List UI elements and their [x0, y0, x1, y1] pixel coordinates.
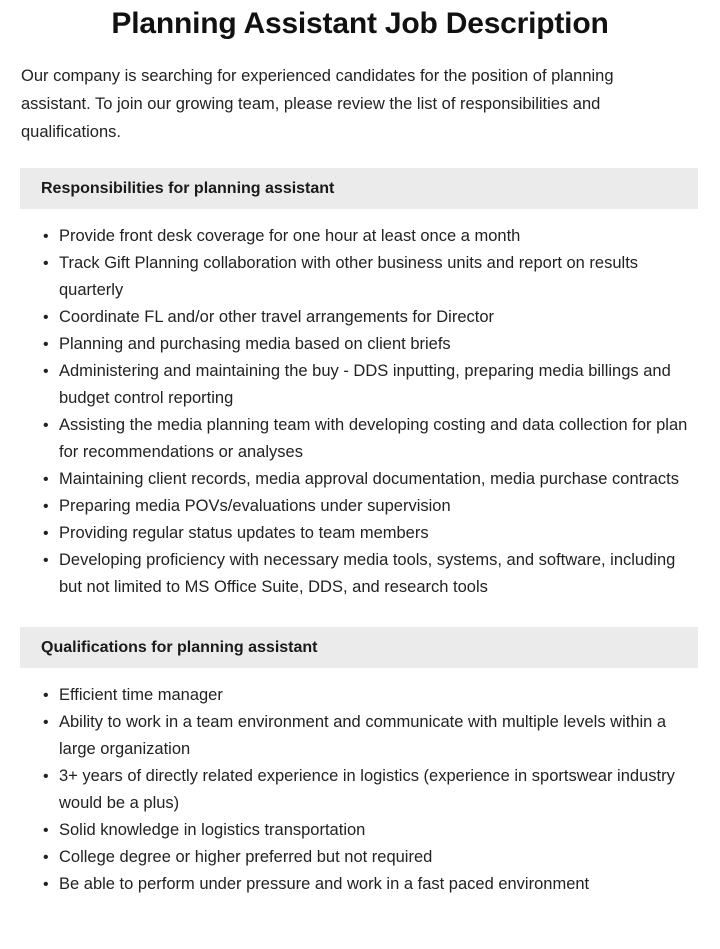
list-item: • Efficient time manager [43, 682, 696, 709]
list-item: • Assisting the media planning team with developing costing and data collection for plan for recommendations or analyses [43, 412, 696, 466]
list-item: • Be able to perform under pressure and work in a fast paced environment [43, 871, 696, 898]
qualifications-list [0, 668, 720, 898]
list-item: • Planning and purchasing media based on client briefs [43, 331, 696, 358]
list-item: • Preparing media POVs/evaluations under supervision [43, 493, 696, 520]
page-title: Planning Assistant Job Description [111, 7, 609, 40]
responsibilities-section-heading: Responsibilities for planning assistant [20, 168, 698, 209]
list-item: • Developing proficiency with necessary media tools, systems, and software, including but not limited to MS Office Suite, DDS, and research tools [43, 547, 696, 601]
list-item: • Coordinate FL and/or other travel arrangements for Director [43, 304, 696, 331]
qualifications-section [0, 627, 720, 898]
list-item: • Track Gift Planning collaboration with other business units and report on results quarterly [43, 250, 696, 304]
list-item: • Maintaining client records, media approval documentation, media purchase contracts [43, 466, 696, 493]
list-item: • Provide front desk coverage for one hour at least once a month [43, 223, 696, 250]
list-item: • Providing regular status updates to team members [43, 520, 696, 547]
qualifications-section-heading: Qualifications for planning assistant [20, 627, 698, 668]
list-item: • Administering and maintaining the buy - DDS inputting, preparing media billings and budget control reporting [43, 358, 696, 412]
intro-paragraph: Our company is searching for experienced candidates for the position of planning assistant. To join our growing team, please review the list of responsibilities and qualifications. [21, 67, 614, 141]
list-item: • 3+ years of directly related experience in logistics (experience in sportswear industry would be a plus) [43, 763, 696, 817]
responsibilities-section [0, 168, 720, 601]
responsibilities-list [0, 209, 720, 601]
list-item: • Solid knowledge in logistics transportation [43, 817, 696, 844]
list-item: • College degree or higher preferred but not required [43, 844, 696, 871]
list-item: • Ability to work in a team environment and communicate with multiple levels within a large organization [43, 709, 696, 763]
